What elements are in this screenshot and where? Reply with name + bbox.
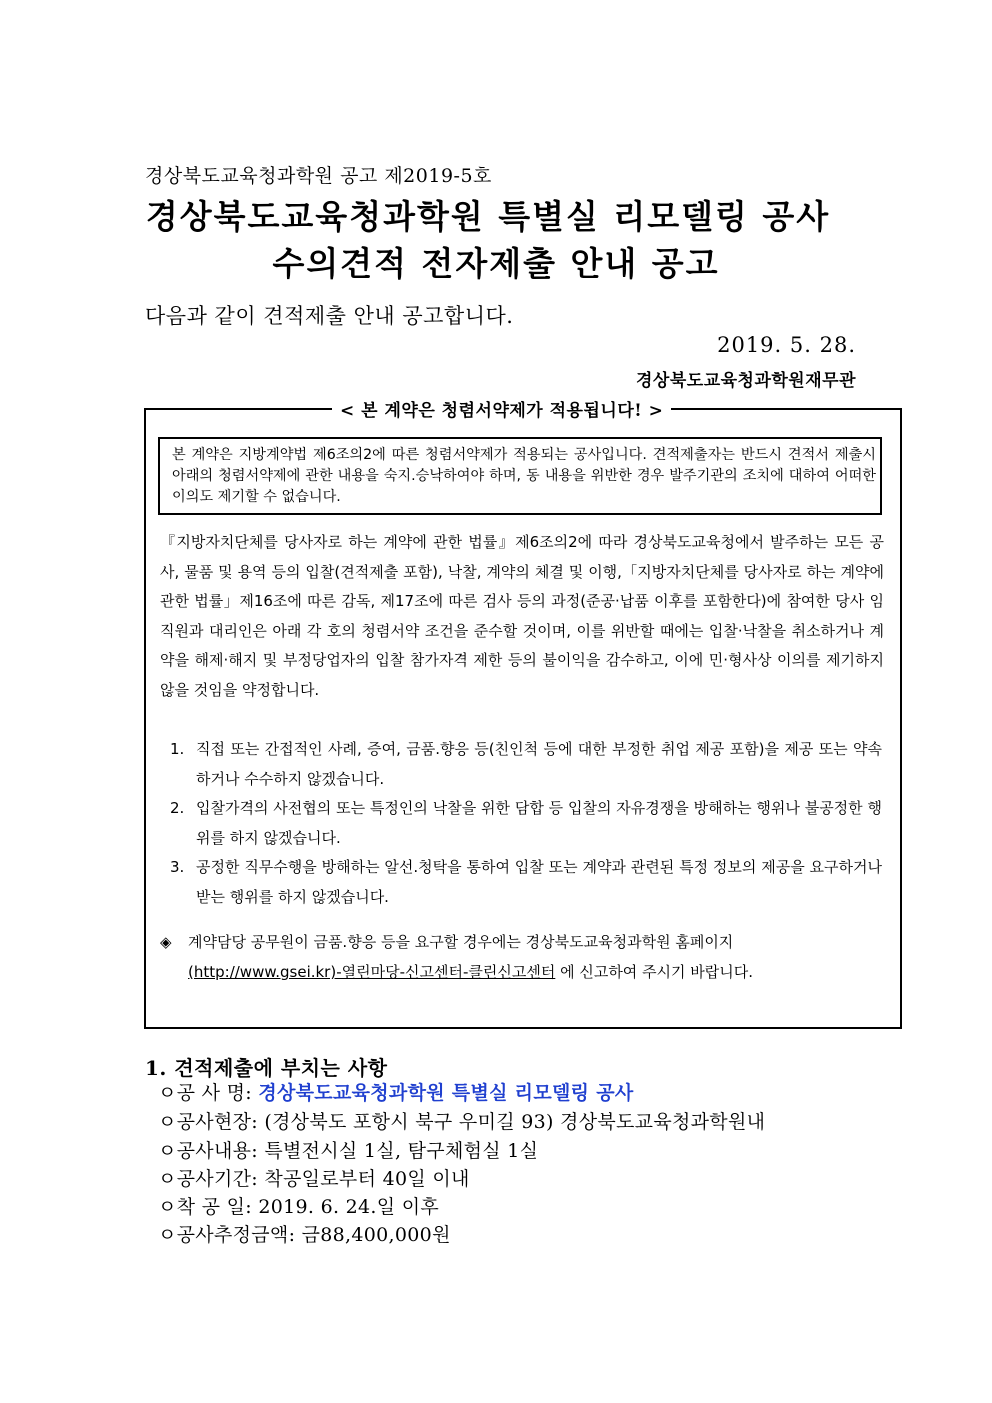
integrity-box-legend: < 본 계약은 청렴서약제가 적용됩니다! > (332, 396, 671, 421)
field-label: ㅇ착 공 일: (158, 1196, 259, 1218)
report-text (160, 927, 880, 987)
section-title: 1. 견적제출에 부치는 사항 (145, 1056, 388, 1080)
field-label: ㅇ공사내용: (158, 1140, 265, 1162)
field-value: 착공일로부터 40일 이내 (264, 1168, 470, 1190)
report-notice (160, 927, 880, 987)
diamond-bullet-icon: ◈ (160, 933, 172, 951)
notice-date: 2019. 5. 28. (717, 333, 856, 357)
field-value: 금88,400,000원 (301, 1224, 451, 1246)
field-project-name (158, 1078, 634, 1105)
field-label: ㅇ공 사 명: (158, 1082, 259, 1104)
issuer-name: 경상북도교육청과학원재무관 (636, 371, 856, 391)
report-text-before: 계약담당 공무원이 금품.향응 등을 요구할 경우에는 경상북도교육청과학원 홈페이지 (188, 933, 734, 951)
field-site (158, 1107, 765, 1134)
pledge-item-number: 2. (170, 799, 185, 817)
field-label: ㅇ공사기간: (158, 1168, 265, 1190)
page-subtitle: 수의견적 전자제출 안내 공고 (272, 244, 720, 283)
field-period (158, 1164, 470, 1191)
field-estimated-amount (158, 1220, 451, 1247)
field-content (158, 1136, 538, 1163)
field-value: 특별전시실 1실, 탐구체험실 1실 (264, 1140, 539, 1162)
pledge-item-number: 1. (170, 740, 185, 758)
field-value: 2019. 6. 24.일 이후 (258, 1196, 440, 1218)
report-text-after: 에 신고하여 주시기 바랍니다. (555, 963, 754, 981)
field-label: ㅇ공사추정금액: (158, 1224, 302, 1246)
pledge-item (170, 853, 882, 912)
pledge-item-number: 3. (170, 858, 185, 876)
integrity-notice: 본 계약은 지방계약법 제6조의2에 따른 청렴서약제가 적용되는 공사입니다. 견적제출자는 반드시 견적서 제출시 아래의 청렴서약제에 관한 내용을 숙지.승낙하여야 하며, 동 내용을 위반한 경우 발주기관의 조치에 대하여 어떠한 이의도 제기할 수 없습니다. (158, 437, 882, 515)
pledge-item-text: 공정한 직무수행을 방해하는 알선.청탁을 통하여 입찰 또는 계약과 관련된 특정 정보의 제공을 요구하거나 받는 행위를 하지 않겠습니다. (196, 858, 882, 906)
pledge-item-text: 입찰가격의 사전협의 또는 특정인의 낙찰을 위한 담합 등 입찰의 자유경쟁을 방해하는 행위나 불공정한 행위를 하지 않겠습니다. (196, 799, 882, 847)
notice-number: 경상북도교육청과학원 공고 제2019-5호 (145, 165, 492, 187)
field-value: (경상북도 포항시 북구 우미길 93) 경상북도교육청과학원내 (264, 1111, 766, 1133)
report-center-link[interactable]: (http://www.gsei.kr)-열린마당-신고센터-클린신고센터 (188, 963, 556, 981)
field-start-date (158, 1192, 439, 1219)
pledge-item (170, 794, 882, 853)
pledge-item-text: 직접 또는 간접적인 사례, 증여, 금품.향응 등(친인척 등에 대한 부정한 취업 제공 포함)을 제공 또는 약속하거나 수수하지 않겠습니다. (196, 740, 882, 788)
intro-text: 다음과 같이 견적제출 안내 공고합니다. (145, 304, 514, 328)
page-title: 경상북도교육청과학원 특별실 리모델링 공사 (145, 197, 831, 236)
field-value: 경상북도교육청과학원 특별실 리모델링 공사 (258, 1082, 634, 1104)
pledge-item (170, 735, 882, 794)
pledge-paragraph: 『지방자치단체를 당사자로 하는 계약에 관한 법률』제6조의2에 따라 경상북도교육청에서 발주하는 모든 공사, 물품 및 용역 등의 입찰(견적제출 포함), 낙찰, 계약의 체결 및 이행,「지방자치단체를 당사자로 하는 계약에 관한 법률」제16조에 따른 감독, 제17조에 따른 검사 등의 과정(준공·납품 이후를 포함한다)에 참여한 당사 임직원과 대리인은 아래 각 호의 청렴서약 조건을 준수할 것이며, 이를 위반할 때에는 입찰·낙찰을 취소하거나 계약을 해제·해지 및 부정당업자의 입찰 참가자격 제한 등의 불이익을 감수하고, 이에 민·형사상 이의를 제기하지 않을 것임을 약정합니다. (160, 533, 884, 699)
field-label: ㅇ공사현장: (158, 1111, 265, 1133)
